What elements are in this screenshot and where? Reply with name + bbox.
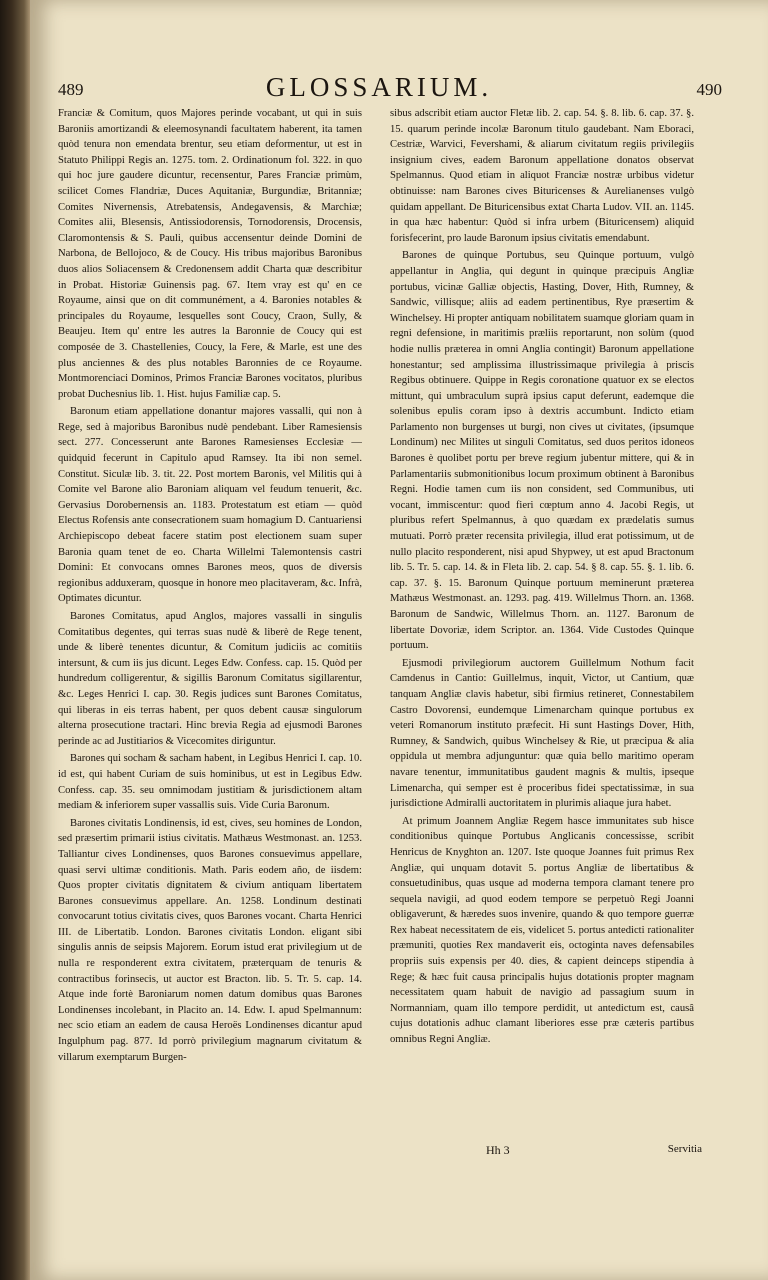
paragraph: Barones civitatis Londinensis, id est, cives, seu homines de London, sed præsertim primarii istius civitatis. Mathæus Westmonast. an. 1253. Talliantur cives Londinenses, quos Barones consuevimus appellare, quasi servi ultimæ conditionis. Math. Paris eodem año, de iisdem: Quos propter civitatis dignitatem & civium antiquam libertatem Barones consuevimus appellare. An. 1258. Londinum destinati convocarunt totius civitatis cives, quos Barones vocant. Charta Henrici III. de Libertatib. London. Barones civitatis London. eligant sibi singulis annis de seipsis Majorem. Eorum istud erat privilegium ut de nulla re responderent extra civitatem, præterquam de tenuris & contractibus forinsecis, ut auctor est Bracton. lib. 5. Tr. 5. cap. 14. Atque inde fortè Baroniarum nomen datum domibus quas Barones Londinenses incolebant, in Placito an. 14. Edw. I. apud Spelmannum: nec scio etiam an eadem de causa Heroës Londinenses dicantur apud Ingulphum pag. 877. Id porrò privilegium magnarum civitatum & villarum exemptarum Burgen-: [58, 817, 362, 1063]
running-title: GLOSSARIUM.: [265, 72, 493, 102]
paragraph: Barones qui socham & sacham habent, in Legibus Henrici I. cap. 10. id est, qui habent Curiam de suis hominibus, ut est in Legibus Edw. Confess. cap. 35. seu omnimodam justitiam & jurisdictionem altam mediam & inferiorem super vassallis suis. Vide Curia Baronum.: [58, 753, 362, 812]
left-page-number: 489: [58, 80, 84, 99]
paragraph: Franciæ & Comitum, quos Majores perinde vocabant, ut qui in suis Baroniis amortizandi & eleemosynandi facultatem haberent, ita tamen quòd tenura non emendata brentur, seu etiam deformentur, ut est in Statuto Philippi Regis an. 1275. tom. 2. Ordinationum fol. 322. in quo qui hoc jure gaudere dicuntur, recensentur, Pares Franciæ primùm, scilicet Comes Flandriæ, Duces Aquitaniæ, Burgundiæ, Britanniæ; Comites Nivernensis, Atrebatensis, Andegavensis, & Marchiæ; Comites alii, Blesensis, Antissiodorensis, Tornodorensis, Drocensis, Claromontensis & S. Pauli, quibus accensentur deinde Domini de Narbona, de Bellojoco, & de Coucy. His tribus majoribus Baronibus duos alios Soliacensem & Credonensem addit Charta quæ describitur in Probat. Historiæ Guinensis pag. 67. Item vray est qu' en ce Royaume, ainsi que on dit communément, a 4. Baronies notables & principales du Royaume, lesquelles sont Coucy, Craon, Sully, & Beaujeu. Item qu' entre les autres la Baronnie de Coucy qui est composée de 3. Chastellenies, Coucy, la Fere, & Marle, est une des plus anciennes & des plus notables Baronnies de ce Royaume. Montmorenciaci Dominos, Primos Franciæ Barones vocitatos, pluribus probat Duchesnius lib. 1. Hist. hujus Familiæ cap. 5.: [58, 108, 362, 400]
paragraph: Barones Comitatus, apud Anglos, majores vassalli in singulis Comitatibus degentes, qui terras suas nudè & liberè de Rege tenent, unde & liberè tenentes dicuntur, & Comitum judiciis ac comitiis intersunt, & cum iis jus dicunt. Leges Edw. Confess. cap. 15. Quòd per hundredum colligerentur, & sigillis Baronum Comitatus sigillarentur, &c. Leges Henrici I. cap. 30. Regis judices sunt Barones Comitatus, qui liberas in eis terras habent, per quos debent causæ singulorum alterna prosecutione tractari. Hinc brevia Regia ad ejusmodi Barones perinde ac ad Justitiarios & Vicecomites diriguntur.: [58, 611, 362, 747]
paragraph: At primum Joannem Angliæ Regem hasce immunitates sub hisce conditionibus quinque Portubus Anglicanis concessisse, scribit Henricus de Knyghton an. 1207. Iste quoque Joannes fuit primus Rex Angliæ, qui unquam dotavit 5. portus Angliæ de libertatibus & consuetudinibus, quas usque ad moderna tempora clamant tenere pro sequela navigii, ad quod eodem tempore se perpetuò Regi Joanni obligaverunt, & hæredes suos invenire, quando & quo tempore guerræ Rex habeat necessitatem de eis, videlicet 5. portus antedicti rationaliter præmuniti, quoties Rex mandaverit eis, octoginta naves defensabiles propriis suis expensis per 40. dies, & capient deinceps stipendia à Rege; & hæc fuit causa principalis hujus dotationis propter magnam necessitatem quam habuit de navigio ad passagium suum in Normanniam, quam illo tempore perdidit, ut antedictum est, causâ cujus dotationis adhuc clamant liberiores esse præ cæteris partibus omnibus Regni Angliæ.: [390, 815, 694, 1046]
paragraph: Baronum etiam appellatione donantur majores vassalli, qui non à Rege, sed à majoribus Baronibus nudè pendebant. Liber Ramesiensis sect. 277. Concesserunt ante Barones Ramesienses Ecclesiæ — quidquid fecerunt in Capitulo apud Ramsey. Ita ibi non semel. Constitut. Siculæ lib. 3. tit. 22. Post mortem Baronis, vel Militis qui à Comite vel Barone alio Baroniam aliquam vel feudum tenuerit, &c. Gervasius Dorobernensis an. 1183. Protestatum est etiam — quòd Electus Rofensis ante consecrationem suam homagium D. Cantuariensi Archiepiscopo debeat facere statim post electionem suam super Baronia quam tenet de eo. Charta Willelmi Talemontensis castri Domini: Et convocans omnes Barones meos, quos de diversis regionibus adduxeram, quosque in honore meo placitaveram, &c. Infrà, Optimates dicuntur.: [58, 406, 362, 605]
paragraph: Ejusmodi privilegiorum auctorem Guillelmum Nothum facit Camdenus in Cantio: Guillelmus, inquit, Victor, ut Cantium, quæ tanquam Angliæ clavis habetur, sibi firmius retineret, Connestabilem Castro Dovorensi, eundemque Limenarcham quinque portubus ex veteri Romanorum instituto præfecit. Hi sunt Hastings Dover, Hith, Rumney, & Sandwich, quibus Winchelsey & Rie, ut præcipua & alia oppidula ut membra adjunguntur: quæ quia bello maritimo operam navare tenentur, immunitatibus gaudent magnis & multis, ipseque Limenarcha, qui semper est è proceribus fidei spectatissimæ, in sua jurisdictione Admiralli auctoritatem in plurimis aliaque jura habet.: [390, 657, 694, 810]
right-page-number: 490: [696, 80, 722, 99]
right-column: [390, 106, 694, 1126]
signature-mark: Hh 3: [486, 1143, 510, 1157]
left-column: [58, 106, 362, 1206]
catchword: Servitia: [667, 1143, 702, 1155]
paragraph: sibus adscribit etiam auctor Fletæ lib. 2. cap. 54. §. 8. lib. 6. cap. 37. §. 15. quarum perinde incolæ Baronum titulo gaudebant. Nam Eboraci, Cestriæ, Warvici, Fevershami, & aliarum civitatum regiis privilegiis insignium cives, eadem Baronum appellatione donatos observat Spelmannus. Quod etiam in aliquot Franciæ nostræ urbibus videtur obtinuisse: nam Barones cives Bituricenses & Aurelianenses vulgò quidam appellant. De Bituricensibus extat Charta Ludov. VII. an. 1145. in qua hæc habentur: Quòd si infra urbem (Bituricensem) aliquid forisfecerint, pro laude Baronum ipsius civitatis emendabunt.: [390, 108, 694, 244]
page-footer: [390, 1143, 730, 1163]
paragraph: Barones de quinque Portubus, seu Quinque portuum, vulgò appellantur in Anglia, qui degunt in quinque præcipuis Angliæ portubus, vicinæ Galliæ objectis, Hasting, Dover, Hith, Rumney, & Sandwic, villisque; aliis ad eadem pertinentibus, Rye præsertim & Winchelsey. Hi propter antiquam nobilitatem suamque gloriam quam in regni defensione, in maritimis præliis reportarunt, non solùm (quod hodie nullis præterea in omni Anglia contingit) Baronum appellatione honestantur; sed amplissima illustrissimaque privilegia à priscis Regibus obtinuere. Quippe in Regis coronatione quatuor ex se electos mittunt, qui umbraculum suprà ipsius caput deferunt, eademque die solenibus epulis coram ipso à dextris accumbunt. Indicto etiam Parlamento non burgenses ut burgi, non cives ut civitates, (ipsumque Londinum) nec Milites ut singuli Comitatus, sed duos peritos idoneos Barones è quolibet portu per breve regium jubentur mittere, qui & in Parlamentariis submonitionibus locum proximum obtinent à Baronibus Regni. Hodie tamen cum iis non consident, sed Communibus, uti vocant, immiscentur: quod fieri cœptum anno 4. Jacobi Regis, ut pluribus refert Spelmannus, à quo quædam ex prædelatis sumus mutuati. Porrò præter recensita privilegia, illud erat potissimum, ut de nullo placito responderent, nisi apud Shypwey, ut est apud Bractonum lib. 5. Tr. 5. cap. 14. & in Fleta lib. 2. cap. 54. § 8. cap. 55. §. 1. lib. 6. cap. 37. §. 15. Baronum Quinque portuum meminerunt præterea Mathæus Westmonast. an. 1293. pag. 419. Willelmus Thorn. an. 1368. Baronum de Sandwic, Willelmus Thorn. an. 1127. Baronum de libertate Dovoriæ, idem Scriptor. an. 1364. Vide Custodes Quinque portuum.: [390, 250, 694, 652]
book-gutter: [0, 0, 30, 1280]
page-header: [30, 70, 728, 104]
